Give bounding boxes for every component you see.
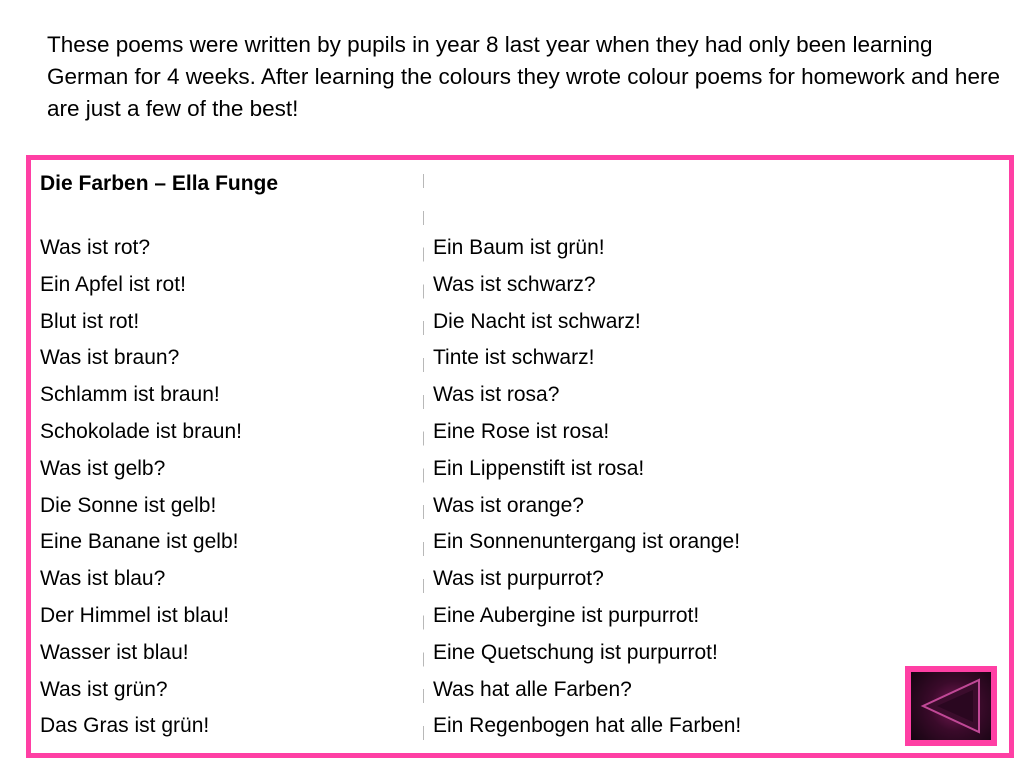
poem-line: Schlamm ist braun! [40, 383, 220, 407]
poem-line: Eine Quetschung ist purpurrot! [433, 640, 718, 664]
poem-line: Was ist blau? [40, 567, 166, 591]
poem-line: Was hat alle Farben? [433, 677, 632, 701]
poem-line: Was ist orange? [433, 493, 584, 517]
poem-title: Die Farben – Ella Funge [40, 172, 279, 195]
poem-line: Die Nacht ist schwarz! [433, 309, 641, 333]
poem-line: Eine Aubergine ist purpurrot! [433, 603, 700, 627]
poem-frame [26, 155, 1014, 758]
poem-column-left [40, 237, 242, 752]
poem-line: Was ist gelb? [40, 456, 166, 480]
poem-line: Eine Rose ist rosa! [433, 419, 610, 443]
poem-line: Ein Apfel ist rot! [40, 272, 186, 296]
poem-line: Eine Banane ist gelb! [40, 530, 239, 554]
poem-line: Blut ist rot! [40, 309, 140, 333]
poem-line: Was ist purpurrot? [433, 567, 604, 591]
poem-line: Tinte ist schwarz! [433, 346, 595, 370]
column-divider [423, 174, 424, 749]
poem-line: Ein Sonnenuntergang ist orange! [433, 530, 741, 554]
poem-line: Was ist rosa? [433, 383, 560, 407]
poem-line: Was ist schwarz? [433, 272, 596, 296]
poem-line: Das Gras ist grün! [40, 714, 210, 738]
poem-line: Was ist braun? [40, 346, 180, 370]
poem-line: Was ist rot? [40, 236, 151, 259]
poem-line: Was ist grün? [40, 677, 168, 701]
poem-column-right [433, 237, 741, 752]
back-button[interactable] [905, 666, 997, 746]
poem-line: Wasser ist blau! [40, 640, 189, 664]
poem-line: Ein Baum ist grün! [433, 236, 605, 259]
poem-line: Der Himmel ist blau! [40, 603, 230, 627]
poem-line: Die Sonne ist gelb! [40, 493, 217, 517]
intro-text: These poems were written by pupils in year 8 last year when they had only been learning German for 4 weeks. After learning the colours they wrote colour poems for homework and here are just a few of the best! [47, 32, 1000, 121]
poem-line: Ein Regenbogen hat alle Farben! [433, 714, 742, 738]
triangle-left-icon [911, 672, 991, 740]
back-button-face[interactable] [911, 672, 991, 740]
poem-line: Schokolade ist braun! [40, 419, 242, 443]
poem-line: Ein Lippenstift ist rosa! [433, 456, 645, 480]
